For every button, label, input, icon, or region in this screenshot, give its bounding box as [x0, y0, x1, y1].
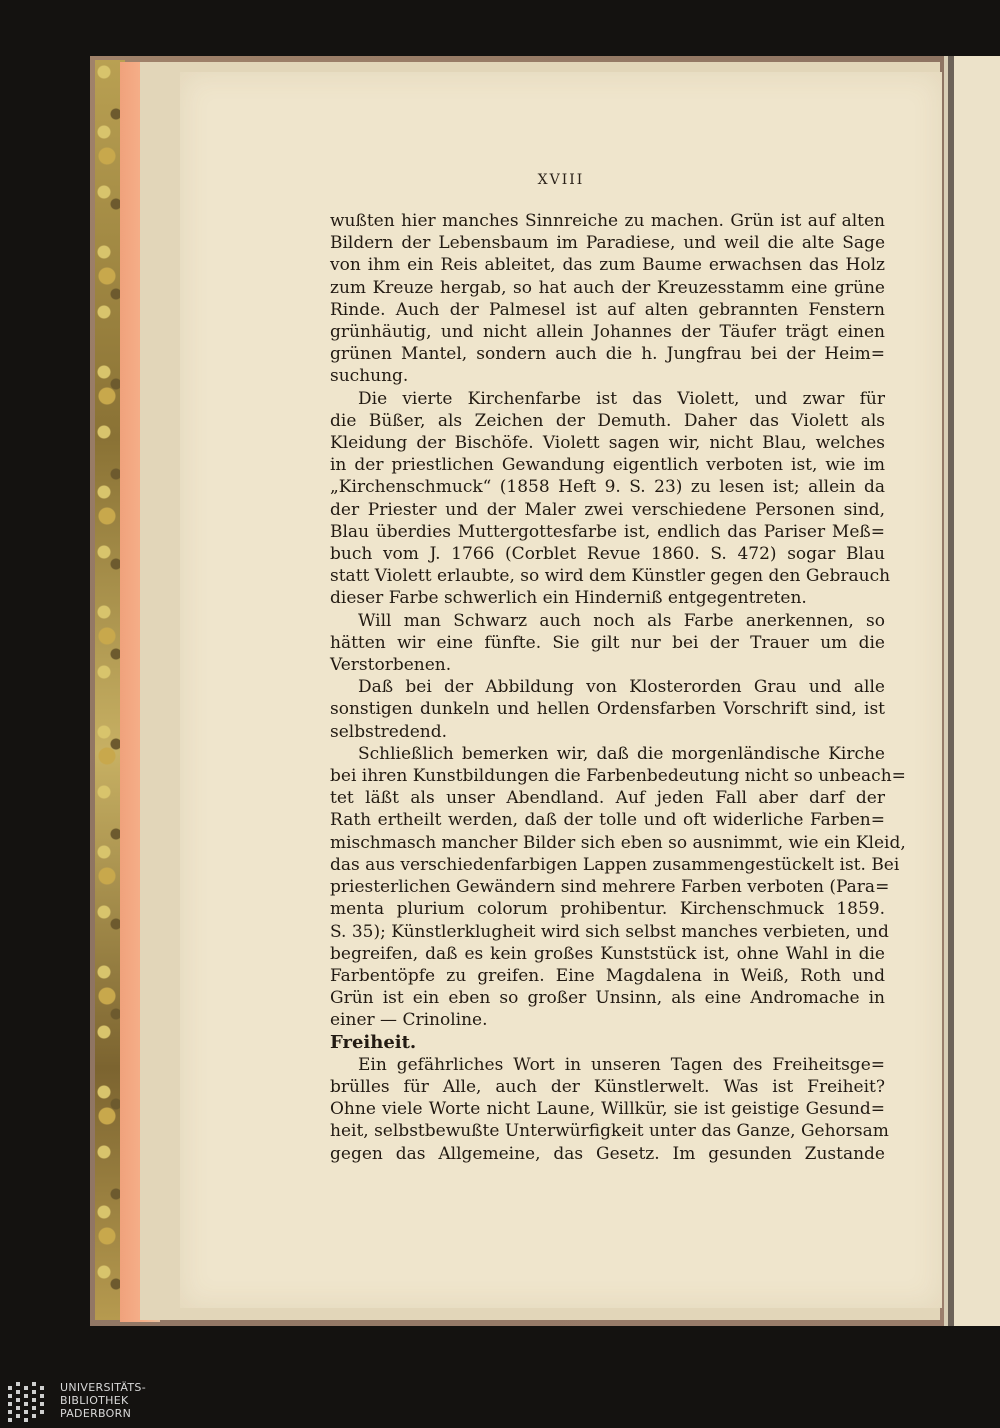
- library-logo: [0, 1376, 200, 1428]
- body-text: [330, 210, 906, 1165]
- text-line: sonstigen dunkeln und hellen Ordensfarben Vorschrift sind, ist: [330, 699, 885, 720]
- library-logo-icon: [8, 1380, 48, 1424]
- text-line: Rath ertheilt werden, daß der tolle und oft widerliche Farben=: [330, 810, 885, 831]
- text-line: heit, selbstbewußte Unterwürfigkeit unter das Ganze, Gehorsam: [330, 1121, 889, 1142]
- text-line: die Büßer, als Zeichen der Demuth. Daher das Violett als: [330, 410, 885, 431]
- text-line: das aus verschiedenfarbigen Lappen zusammengestückelt ist. Bei: [330, 854, 900, 875]
- text-line: in der priestlichen Gewandung eigentlich verboten ist, wie im: [330, 455, 885, 476]
- text-line: Farbentöpfe zu greifen. Eine Magdalena in Weiß, Roth und: [330, 965, 885, 986]
- text-line: S. 35); Künstlerklugheit wird sich selbst manches verbieten, und: [330, 921, 889, 942]
- text-line: der Priester und der Maler zwei verschiedene Personen sind,: [330, 499, 885, 520]
- text-line: grünhäutig, und nicht allein Johannes der Täufer trägt einen: [330, 322, 885, 343]
- page-number: XVIII: [537, 172, 585, 188]
- text-line: zum Kreuze hergab, so hat auch der Kreuzesstamm eine grüne: [330, 277, 885, 298]
- text-line: Grün ist ein eben so großer Unsinn, als eine Andromache in: [330, 988, 885, 1009]
- text-line: selbstredend.: [330, 721, 448, 742]
- text-line: gegen das Allgemeine, das Gesetz. Im gesunden Zustande: [330, 1143, 885, 1164]
- text-line: Schließlich bemerken wir, daß die morgenländische Kirche: [358, 743, 885, 764]
- text-line: Verstorbenen.: [330, 655, 452, 676]
- library-name: [60, 1381, 146, 1420]
- text-line: Daß bei der Abbildung von Klosterorden Grau und alle: [358, 677, 885, 698]
- text-line: grünen Mantel, sondern auch die h. Jungfrau bei der Heim=: [330, 344, 885, 365]
- text-line: von ihm ein Reis ableitet, das zum Baume erwachsen das Holz: [330, 255, 885, 276]
- text-line: menta plurium colorum prohibentur. Kirchenschmuck 1859.: [330, 899, 885, 920]
- library-name-line: PADERBORN: [60, 1407, 132, 1420]
- text-line: hätten wir eine fünfte. Sie gilt nur bei der Trauer um die: [330, 632, 885, 653]
- text-line: dieser Farbe schwerlich ein Hinderniß entgegentreten.: [330, 588, 807, 609]
- book-page: [180, 72, 942, 1308]
- library-name-line: BIBLIOTHEK: [60, 1394, 129, 1407]
- text-line: mischmasch mancher Bilder sich eben so ausnimmt, wie ein Kleid,: [330, 832, 906, 853]
- text-line: begreifen, daß es kein großes Kunststück ist, ohne Wahl in die: [330, 943, 885, 964]
- text-line: brülles für Alle, auch der Künstlerwelt. Was ist Freiheit?: [330, 1076, 885, 1097]
- text-line: Will man Schwarz auch noch als Farbe anerkennen, so: [358, 610, 885, 631]
- text-line: Blau überdies Muttergottesfarbe ist, endlich das Pariser Meß=: [330, 521, 885, 542]
- text-line: Ein gefährliches Wort in unseren Tagen des Freiheitsge=: [358, 1054, 885, 1075]
- text-line: „Kirchenschmuck“ (1858 Heft 9. S. 23) zu lesen ist; allein da: [330, 477, 885, 498]
- text-line: priesterlichen Gewändern sind mehrere Farben verboten (Para=: [330, 877, 890, 898]
- text-line: suchung.: [330, 366, 409, 387]
- text-line: einer — Crinoline.: [330, 1010, 488, 1031]
- library-name-line: UNIVERSITÄTS-: [60, 1381, 146, 1394]
- text-line: Bildern der Lebensbaum im Paradiese, und weil die alte Sage: [330, 233, 885, 254]
- text-line: statt Violett erlaubte, so wird dem Künstler gegen den Gebrauch: [330, 566, 891, 587]
- text-line: buch vom J. 1766 (Corblet Revue 1860. S. 472) sogar Blau: [330, 544, 885, 565]
- text-line: Die vierte Kirchenfarbe ist das Violett, und zwar für: [358, 388, 885, 409]
- text-line: Kleidung der Bischöfe. Violett sagen wir, nicht Blau, welches: [330, 433, 885, 454]
- text-line: wußten hier manches Sinnreiche zu machen. Grün ist auf alten: [330, 211, 885, 231]
- text-line: tet läßt als unser Abendland. Auf jeden Fall aber darf der: [330, 788, 885, 809]
- facing-page-edge: [944, 56, 1000, 1326]
- section-heading: Freiheit.: [330, 1031, 417, 1053]
- text-line: bei ihren Kunstbildungen die Farbenbedeutung nicht so unbeach=: [330, 766, 906, 787]
- text-line: Rinde. Auch der Palmesel ist auf alten gebrannten Fenstern: [330, 299, 885, 320]
- text-line: Ohne viele Worte nicht Laune, Willkür, sie ist geistige Gesund=: [330, 1099, 885, 1120]
